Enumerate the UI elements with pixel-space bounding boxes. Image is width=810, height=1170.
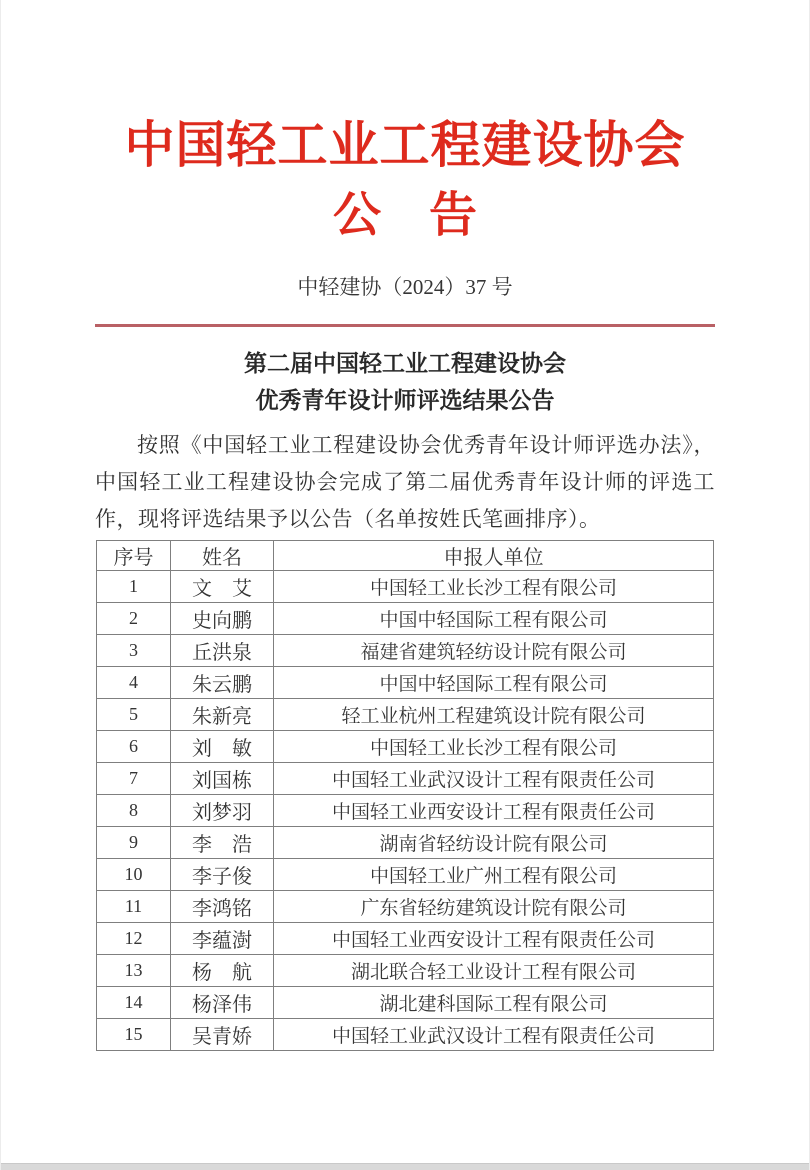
cell-name: 史向鹏 [171, 603, 274, 635]
table-row [97, 923, 714, 955]
table-row [97, 795, 714, 827]
table-row [97, 667, 714, 699]
cell-name: 杨 航 [171, 955, 274, 987]
header-row [97, 541, 714, 571]
results-table [96, 540, 714, 1051]
cell-name: 李子俊 [171, 859, 274, 891]
cell-name: 丘洪泉 [171, 635, 274, 667]
table-row [97, 635, 714, 667]
cell-name: 刘国栋 [171, 763, 274, 795]
cell-name: 刘 敏 [171, 731, 274, 763]
table-row [97, 763, 714, 795]
body-paragraph: 按照《中国轻工业工程建设协会优秀青年设计师评选办法》，中国轻工业工程建设协会完成了第二届优秀青年设计师的评选工作，现将评选结果予以公告（名单按姓氏笔画排序）。 [95, 433, 715, 531]
cell-name: 杨泽伟 [171, 987, 274, 1019]
red-divider [95, 324, 715, 327]
cell-name: 李鸿铭 [171, 891, 274, 923]
cell-name: 朱新亮 [171, 699, 274, 731]
cell-organization: 中国中轻国际工程有限公司 [274, 603, 714, 635]
cell-organization: 湖南省轻纺设计院有限公司 [274, 827, 714, 859]
page-edge-shadow [1, 1163, 809, 1170]
cell-index: 7 [97, 763, 171, 795]
col-header-organization: 申报人单位 [274, 541, 714, 571]
results-table-head [97, 541, 714, 571]
cell-name: 李 浩 [171, 827, 274, 859]
table-row [97, 891, 714, 923]
cell-index: 14 [97, 987, 171, 1019]
org-title: 中国轻工业工程建设协会 [124, 117, 686, 173]
cell-organization: 湖北联合轻工业设计工程有限公司 [274, 955, 714, 987]
cell-name: 吴青娇 [171, 1019, 274, 1051]
cell-organization: 中国轻工业武汉设计工程有限责任公司 [274, 763, 714, 795]
result-title-line1: 第二届中国轻工业工程建设协会 [244, 351, 566, 376]
cell-name: 文 艾 [171, 571, 274, 603]
cell-name: 朱云鹏 [171, 667, 274, 699]
cell-organization: 中国轻工业西安设计工程有限责任公司 [274, 923, 714, 955]
cell-index: 5 [97, 699, 171, 731]
announcement-heading: 公 告 [332, 189, 477, 242]
results-table-body [97, 571, 714, 1051]
table-row [97, 827, 714, 859]
cell-organization: 中国轻工业武汉设计工程有限责任公司 [274, 1019, 714, 1051]
cell-index: 9 [97, 827, 171, 859]
col-header-index: 序号 [97, 541, 171, 571]
cell-organization: 湖北建科国际工程有限公司 [274, 987, 714, 1019]
cell-organization: 广东省轻纺建筑设计院有限公司 [274, 891, 714, 923]
cell-organization: 福建省建筑轻纺设计院有限公司 [274, 635, 714, 667]
cell-index: 4 [97, 667, 171, 699]
cell-index: 15 [97, 1019, 171, 1051]
cell-index: 3 [97, 635, 171, 667]
cell-index: 2 [97, 603, 171, 635]
table-row [97, 859, 714, 891]
cell-index: 8 [97, 795, 171, 827]
cell-index: 11 [97, 891, 171, 923]
table-row [97, 571, 714, 603]
cell-organization: 中国中轻国际工程有限公司 [274, 667, 714, 699]
cell-index: 1 [97, 571, 171, 603]
table-row [97, 731, 714, 763]
table-row [97, 955, 714, 987]
cell-index: 6 [97, 731, 171, 763]
cell-name: 刘梦羽 [171, 795, 274, 827]
result-title [1, 345, 809, 419]
cell-organization: 轻工业杭州工程建筑设计院有限公司 [274, 699, 714, 731]
table-row [97, 1019, 714, 1051]
result-title-line2: 优秀青年设计师评选结果公告 [255, 388, 555, 413]
document-number: 中轻建协（2024）37 号 [297, 275, 513, 299]
cell-organization: 中国轻工业西安设计工程有限责任公司 [274, 795, 714, 827]
col-header-name: 姓名 [171, 541, 274, 571]
cell-organization: 中国轻工业广州工程有限公司 [274, 859, 714, 891]
cell-organization: 中国轻工业长沙工程有限公司 [274, 731, 714, 763]
cell-index: 13 [97, 955, 171, 987]
table-row [97, 603, 714, 635]
table-row [97, 699, 714, 731]
cell-name: 李蕴澍 [171, 923, 274, 955]
table-row [97, 987, 714, 1019]
cell-index: 10 [97, 859, 171, 891]
cell-organization: 中国轻工业长沙工程有限公司 [274, 571, 714, 603]
cell-index: 12 [97, 923, 171, 955]
